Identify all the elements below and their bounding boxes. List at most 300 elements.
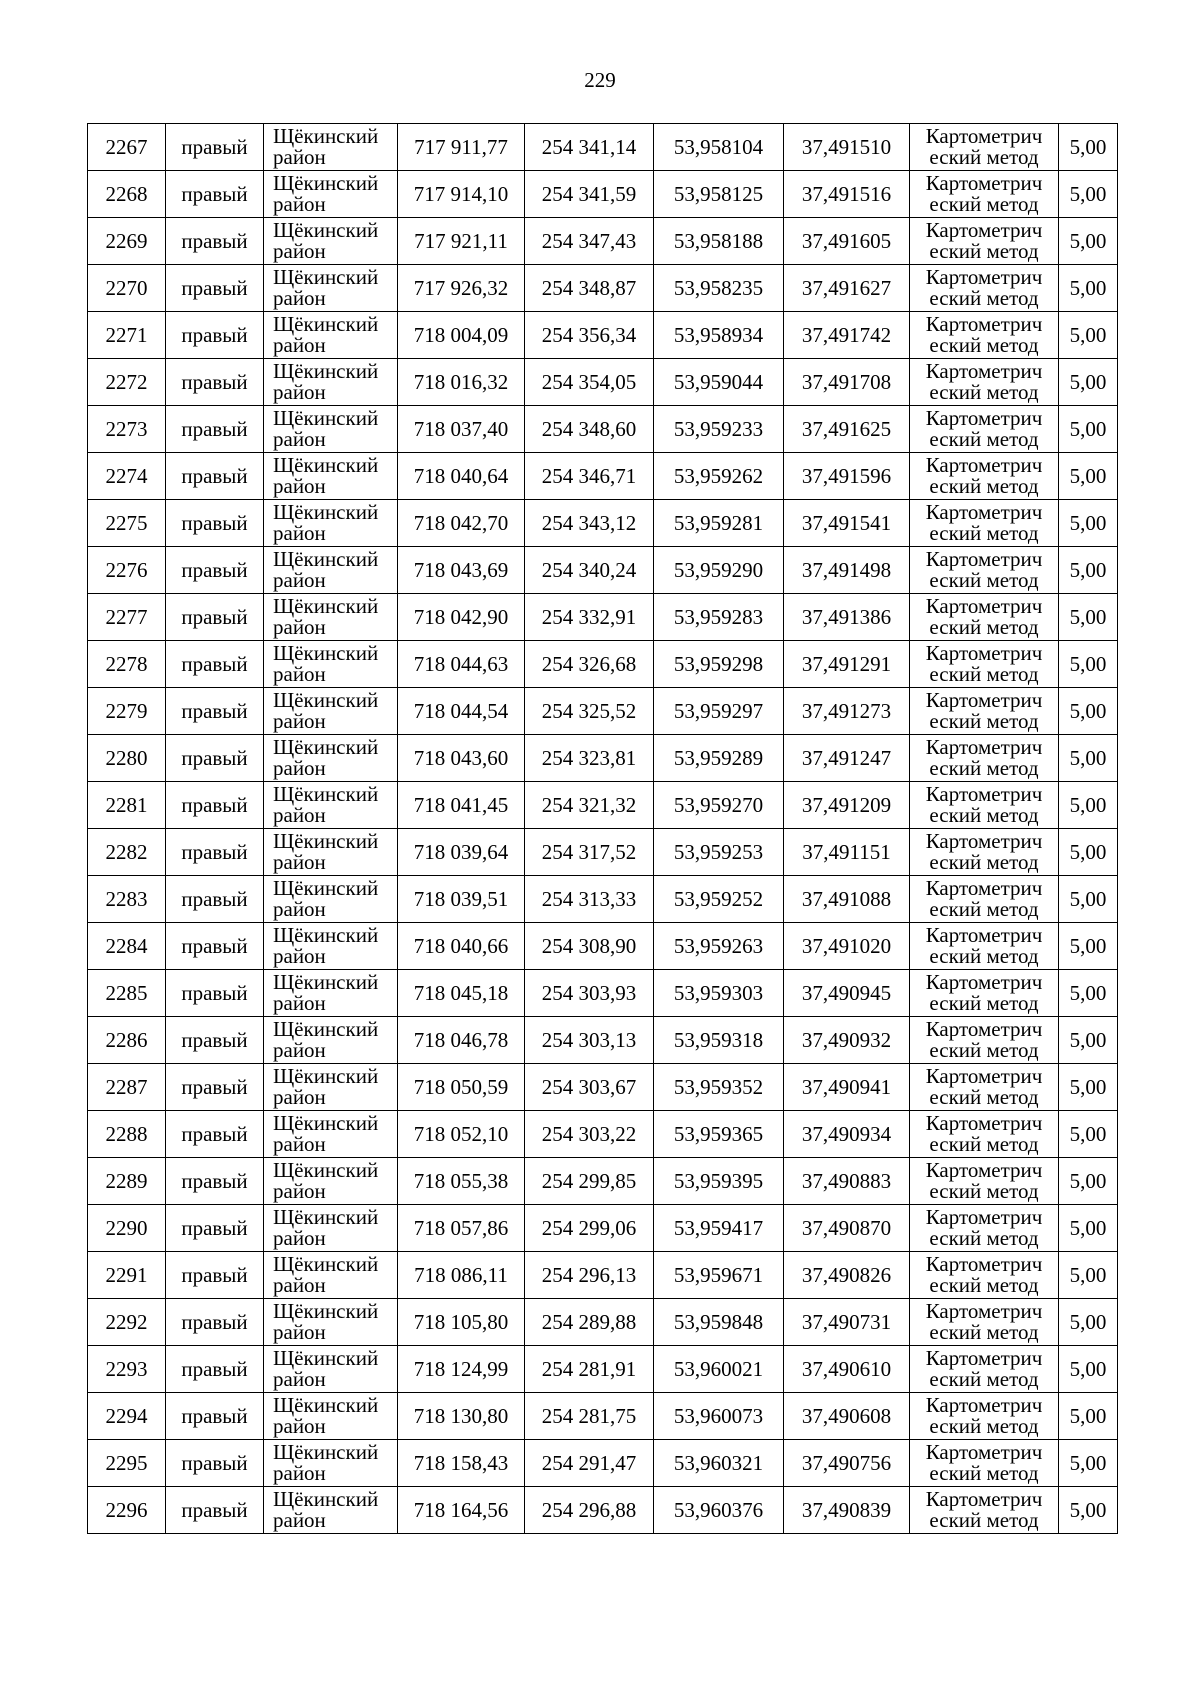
longitude-cell: 37,491541 [784, 500, 910, 547]
y-coordinate-cell: 254 321,32 [525, 782, 654, 829]
longitude-cell: 37,491625 [784, 406, 910, 453]
latitude-cell: 53,959395 [654, 1158, 784, 1205]
accuracy-cell: 5,00 [1059, 735, 1118, 782]
bank-cell: правый [166, 688, 264, 735]
district-cell: Щёкинский район [264, 735, 398, 782]
y-coordinate-cell: 254 348,60 [525, 406, 654, 453]
longitude-cell: 37,490610 [784, 1346, 910, 1393]
x-coordinate-cell: 718 045,18 [398, 970, 525, 1017]
district-cell: Щёкинский район [264, 500, 398, 547]
x-coordinate-cell: 718 052,10 [398, 1111, 525, 1158]
y-coordinate-cell: 254 343,12 [525, 500, 654, 547]
latitude-cell: 53,959253 [654, 829, 784, 876]
method-cell: Картометрич еский метод [910, 1064, 1059, 1111]
district-cell: Щёкинский район [264, 594, 398, 641]
accuracy-cell: 5,00 [1059, 1440, 1118, 1487]
bank-cell: правый [166, 735, 264, 782]
accuracy-cell: 5,00 [1059, 1252, 1118, 1299]
district-cell: Щёкинский район [264, 923, 398, 970]
table-row [88, 1346, 1118, 1393]
bank-cell: правый [166, 547, 264, 594]
x-coordinate-cell: 718 046,78 [398, 1017, 525, 1064]
y-coordinate-cell: 254 281,91 [525, 1346, 654, 1393]
accuracy-cell: 5,00 [1059, 782, 1118, 829]
longitude-cell: 37,491596 [784, 453, 910, 500]
latitude-cell: 53,959270 [654, 782, 784, 829]
point-number-cell: 2279 [88, 688, 166, 735]
longitude-cell: 37,490941 [784, 1064, 910, 1111]
table-row [88, 923, 1118, 970]
bank-cell: правый [166, 594, 264, 641]
method-cell: Картометрич еский метод [910, 453, 1059, 500]
point-number-cell: 2296 [88, 1487, 166, 1534]
y-coordinate-cell: 254 291,47 [525, 1440, 654, 1487]
bank-cell: правый [166, 453, 264, 500]
bank-cell: правый [166, 1205, 264, 1252]
bank-cell: правый [166, 1111, 264, 1158]
point-number-cell: 2291 [88, 1252, 166, 1299]
accuracy-cell: 5,00 [1059, 1299, 1118, 1346]
accuracy-cell: 5,00 [1059, 876, 1118, 923]
district-cell: Щёкинский район [264, 265, 398, 312]
table-row [88, 1252, 1118, 1299]
table-row [88, 829, 1118, 876]
method-cell: Картометрич еский метод [910, 406, 1059, 453]
x-coordinate-cell: 718 044,54 [398, 688, 525, 735]
method-cell: Картометрич еский метод [910, 1487, 1059, 1534]
longitude-cell: 37,490756 [784, 1440, 910, 1487]
y-coordinate-cell: 254 313,33 [525, 876, 654, 923]
district-cell: Щёкинский район [264, 1205, 398, 1252]
method-cell: Картометрич еский метод [910, 1205, 1059, 1252]
point-number-cell: 2286 [88, 1017, 166, 1064]
table-row [88, 500, 1118, 547]
accuracy-cell: 5,00 [1059, 359, 1118, 406]
longitude-cell: 37,491516 [784, 171, 910, 218]
longitude-cell: 37,490932 [784, 1017, 910, 1064]
district-cell: Щёкинский район [264, 1393, 398, 1440]
latitude-cell: 53,958188 [654, 218, 784, 265]
point-number-cell: 2283 [88, 876, 166, 923]
longitude-cell: 37,491291 [784, 641, 910, 688]
point-number-cell: 2288 [88, 1111, 166, 1158]
accuracy-cell: 5,00 [1059, 453, 1118, 500]
method-cell: Картометрич еский метод [910, 312, 1059, 359]
point-number-cell: 2281 [88, 782, 166, 829]
x-coordinate-cell: 718 050,59 [398, 1064, 525, 1111]
accuracy-cell: 5,00 [1059, 265, 1118, 312]
table-row [88, 359, 1118, 406]
bank-cell: правый [166, 265, 264, 312]
accuracy-cell: 5,00 [1059, 829, 1118, 876]
latitude-cell: 53,959044 [654, 359, 784, 406]
point-number-cell: 2275 [88, 500, 166, 547]
table-row [88, 171, 1118, 218]
latitude-cell: 53,959417 [654, 1205, 784, 1252]
coordinates-table [87, 123, 1118, 1534]
point-number-cell: 2272 [88, 359, 166, 406]
latitude-cell: 53,959283 [654, 594, 784, 641]
table-row [88, 1017, 1118, 1064]
bank-cell: правый [166, 641, 264, 688]
latitude-cell: 53,959262 [654, 453, 784, 500]
latitude-cell: 53,960376 [654, 1487, 784, 1534]
x-coordinate-cell: 718 039,64 [398, 829, 525, 876]
longitude-cell: 37,490945 [784, 970, 910, 1017]
accuracy-cell: 5,00 [1059, 688, 1118, 735]
x-coordinate-cell: 718 004,09 [398, 312, 525, 359]
district-cell: Щёкинский район [264, 688, 398, 735]
table-row [88, 594, 1118, 641]
method-cell: Картометрич еский метод [910, 124, 1059, 171]
longitude-cell: 37,491708 [784, 359, 910, 406]
y-coordinate-cell: 254 296,13 [525, 1252, 654, 1299]
bank-cell: правый [166, 970, 264, 1017]
x-coordinate-cell: 718 042,90 [398, 594, 525, 641]
bank-cell: правый [166, 1064, 264, 1111]
y-coordinate-cell: 254 299,06 [525, 1205, 654, 1252]
latitude-cell: 53,959289 [654, 735, 784, 782]
table-row [88, 1205, 1118, 1252]
longitude-cell: 37,491209 [784, 782, 910, 829]
district-cell: Щёкинский район [264, 124, 398, 171]
accuracy-cell: 5,00 [1059, 923, 1118, 970]
method-cell: Картометрич еский метод [910, 547, 1059, 594]
latitude-cell: 53,959290 [654, 547, 784, 594]
district-cell: Щёкинский район [264, 876, 398, 923]
table-row [88, 218, 1118, 265]
point-number-cell: 2290 [88, 1205, 166, 1252]
bank-cell: правый [166, 1487, 264, 1534]
point-number-cell: 2294 [88, 1393, 166, 1440]
point-number-cell: 2284 [88, 923, 166, 970]
method-cell: Картометрич еский метод [910, 594, 1059, 641]
y-coordinate-cell: 254 341,14 [525, 124, 654, 171]
longitude-cell: 37,491627 [784, 265, 910, 312]
latitude-cell: 53,958235 [654, 265, 784, 312]
bank-cell: правый [166, 1440, 264, 1487]
y-coordinate-cell: 254 346,71 [525, 453, 654, 500]
bank-cell: правый [166, 782, 264, 829]
table-row [88, 547, 1118, 594]
longitude-cell: 37,491273 [784, 688, 910, 735]
bank-cell: правый [166, 218, 264, 265]
district-cell: Щёкинский район [264, 1440, 398, 1487]
latitude-cell: 53,958104 [654, 124, 784, 171]
point-number-cell: 2270 [88, 265, 166, 312]
table-row [88, 782, 1118, 829]
accuracy-cell: 5,00 [1059, 1487, 1118, 1534]
y-coordinate-cell: 254 303,22 [525, 1111, 654, 1158]
x-coordinate-cell: 718 043,60 [398, 735, 525, 782]
y-coordinate-cell: 254 303,93 [525, 970, 654, 1017]
bank-cell: правый [166, 923, 264, 970]
district-cell: Щёкинский район [264, 359, 398, 406]
accuracy-cell: 5,00 [1059, 547, 1118, 594]
y-coordinate-cell: 254 354,05 [525, 359, 654, 406]
latitude-cell: 53,960321 [654, 1440, 784, 1487]
x-coordinate-cell: 718 016,32 [398, 359, 525, 406]
accuracy-cell: 5,00 [1059, 1017, 1118, 1064]
y-coordinate-cell: 254 299,85 [525, 1158, 654, 1205]
y-coordinate-cell: 254 323,81 [525, 735, 654, 782]
x-coordinate-cell: 718 164,56 [398, 1487, 525, 1534]
accuracy-cell: 5,00 [1059, 500, 1118, 547]
accuracy-cell: 5,00 [1059, 1158, 1118, 1205]
table-body [88, 124, 1118, 1534]
method-cell: Картометрич еский метод [910, 171, 1059, 218]
y-coordinate-cell: 254 332,91 [525, 594, 654, 641]
latitude-cell: 53,959352 [654, 1064, 784, 1111]
y-coordinate-cell: 254 296,88 [525, 1487, 654, 1534]
district-cell: Щёкинский район [264, 1017, 398, 1064]
y-coordinate-cell: 254 348,87 [525, 265, 654, 312]
latitude-cell: 53,959297 [654, 688, 784, 735]
y-coordinate-cell: 254 289,88 [525, 1299, 654, 1346]
method-cell: Картометрич еский метод [910, 1393, 1059, 1440]
point-number-cell: 2293 [88, 1346, 166, 1393]
bank-cell: правый [166, 829, 264, 876]
table-row [88, 312, 1118, 359]
method-cell: Картометрич еский метод [910, 641, 1059, 688]
table-row [88, 1299, 1118, 1346]
point-number-cell: 2277 [88, 594, 166, 641]
longitude-cell: 37,490826 [784, 1252, 910, 1299]
latitude-cell: 53,959252 [654, 876, 784, 923]
latitude-cell: 53,959671 [654, 1252, 784, 1299]
longitude-cell: 37,491742 [784, 312, 910, 359]
point-number-cell: 2273 [88, 406, 166, 453]
accuracy-cell: 5,00 [1059, 594, 1118, 641]
point-number-cell: 2289 [88, 1158, 166, 1205]
point-number-cell: 2287 [88, 1064, 166, 1111]
district-cell: Щёкинский район [264, 782, 398, 829]
latitude-cell: 53,959233 [654, 406, 784, 453]
method-cell: Картометрич еский метод [910, 829, 1059, 876]
x-coordinate-cell: 717 911,77 [398, 124, 525, 171]
bank-cell: правый [166, 1252, 264, 1299]
district-cell: Щёкинский район [264, 218, 398, 265]
district-cell: Щёкинский район [264, 171, 398, 218]
table-row [88, 641, 1118, 688]
x-coordinate-cell: 718 040,64 [398, 453, 525, 500]
x-coordinate-cell: 718 043,69 [398, 547, 525, 594]
point-number-cell: 2268 [88, 171, 166, 218]
longitude-cell: 37,491386 [784, 594, 910, 641]
method-cell: Картометрич еский метод [910, 782, 1059, 829]
accuracy-cell: 5,00 [1059, 1205, 1118, 1252]
table-row [88, 1440, 1118, 1487]
method-cell: Картометрич еский метод [910, 1252, 1059, 1299]
district-cell: Щёкинский район [264, 1111, 398, 1158]
latitude-cell: 53,959281 [654, 500, 784, 547]
table-row [88, 453, 1118, 500]
accuracy-cell: 5,00 [1059, 171, 1118, 218]
latitude-cell: 53,959365 [654, 1111, 784, 1158]
bank-cell: правый [166, 312, 264, 359]
district-cell: Щёкинский район [264, 1252, 398, 1299]
method-cell: Картометрич еский метод [910, 500, 1059, 547]
point-number-cell: 2285 [88, 970, 166, 1017]
bank-cell: правый [166, 124, 264, 171]
bank-cell: правый [166, 876, 264, 923]
longitude-cell: 37,491498 [784, 547, 910, 594]
bank-cell: правый [166, 1158, 264, 1205]
bank-cell: правый [166, 406, 264, 453]
y-coordinate-cell: 254 303,13 [525, 1017, 654, 1064]
table-row [88, 1111, 1118, 1158]
bank-cell: правый [166, 359, 264, 406]
district-cell: Щёкинский район [264, 970, 398, 1017]
method-cell: Картометрич еский метод [910, 876, 1059, 923]
bank-cell: правый [166, 171, 264, 218]
table-row [88, 970, 1118, 1017]
x-coordinate-cell: 717 914,10 [398, 171, 525, 218]
accuracy-cell: 5,00 [1059, 406, 1118, 453]
point-number-cell: 2282 [88, 829, 166, 876]
district-cell: Щёкинский район [264, 1487, 398, 1534]
longitude-cell: 37,491247 [784, 735, 910, 782]
accuracy-cell: 5,00 [1059, 218, 1118, 265]
y-coordinate-cell: 254 341,59 [525, 171, 654, 218]
method-cell: Картометрич еский метод [910, 1440, 1059, 1487]
longitude-cell: 37,491605 [784, 218, 910, 265]
longitude-cell: 37,491088 [784, 876, 910, 923]
latitude-cell: 53,959298 [654, 641, 784, 688]
longitude-cell: 37,490731 [784, 1299, 910, 1346]
table-row [88, 1487, 1118, 1534]
y-coordinate-cell: 254 308,90 [525, 923, 654, 970]
point-number-cell: 2292 [88, 1299, 166, 1346]
x-coordinate-cell: 718 124,99 [398, 1346, 525, 1393]
x-coordinate-cell: 718 041,45 [398, 782, 525, 829]
table-row [88, 1393, 1118, 1440]
table-row [88, 1158, 1118, 1205]
district-cell: Щёкинский район [264, 1158, 398, 1205]
district-cell: Щёкинский район [264, 547, 398, 594]
district-cell: Щёкинский район [264, 312, 398, 359]
latitude-cell: 53,959848 [654, 1299, 784, 1346]
method-cell: Картометрич еский метод [910, 265, 1059, 312]
x-coordinate-cell: 717 921,11 [398, 218, 525, 265]
bank-cell: правый [166, 1393, 264, 1440]
district-cell: Щёкинский район [264, 1299, 398, 1346]
latitude-cell: 53,960073 [654, 1393, 784, 1440]
x-coordinate-cell: 718 105,80 [398, 1299, 525, 1346]
x-coordinate-cell: 718 057,86 [398, 1205, 525, 1252]
x-coordinate-cell: 718 130,80 [398, 1393, 525, 1440]
y-coordinate-cell: 254 356,34 [525, 312, 654, 359]
x-coordinate-cell: 718 044,63 [398, 641, 525, 688]
method-cell: Картометрич еский метод [910, 735, 1059, 782]
latitude-cell: 53,958125 [654, 171, 784, 218]
table-row [88, 265, 1118, 312]
longitude-cell: 37,491151 [784, 829, 910, 876]
point-number-cell: 2269 [88, 218, 166, 265]
accuracy-cell: 5,00 [1059, 1393, 1118, 1440]
method-cell: Картометрич еский метод [910, 218, 1059, 265]
method-cell: Картометрич еский метод [910, 1111, 1059, 1158]
accuracy-cell: 5,00 [1059, 1111, 1118, 1158]
x-coordinate-cell: 718 039,51 [398, 876, 525, 923]
method-cell: Картометрич еский метод [910, 1158, 1059, 1205]
method-cell: Картометрич еский метод [910, 1299, 1059, 1346]
y-coordinate-cell: 254 340,24 [525, 547, 654, 594]
table-row [88, 735, 1118, 782]
latitude-cell: 53,958934 [654, 312, 784, 359]
method-cell: Картометрич еский метод [910, 923, 1059, 970]
longitude-cell: 37,490608 [784, 1393, 910, 1440]
district-cell: Щёкинский район [264, 1064, 398, 1111]
accuracy-cell: 5,00 [1059, 641, 1118, 688]
point-number-cell: 2274 [88, 453, 166, 500]
latitude-cell: 53,959263 [654, 923, 784, 970]
district-cell: Щёкинский район [264, 453, 398, 500]
table-row [88, 124, 1118, 171]
method-cell: Картометрич еский метод [910, 1017, 1059, 1064]
y-coordinate-cell: 254 326,68 [525, 641, 654, 688]
point-number-cell: 2276 [88, 547, 166, 594]
longitude-cell: 37,490870 [784, 1205, 910, 1252]
table-row [88, 1064, 1118, 1111]
bank-cell: правый [166, 1017, 264, 1064]
x-coordinate-cell: 717 926,32 [398, 265, 525, 312]
accuracy-cell: 5,00 [1059, 1346, 1118, 1393]
accuracy-cell: 5,00 [1059, 312, 1118, 359]
method-cell: Картометрич еский метод [910, 970, 1059, 1017]
point-number-cell: 2295 [88, 1440, 166, 1487]
x-coordinate-cell: 718 086,11 [398, 1252, 525, 1299]
longitude-cell: 37,490934 [784, 1111, 910, 1158]
point-number-cell: 2278 [88, 641, 166, 688]
table-row [88, 406, 1118, 453]
bank-cell: правый [166, 500, 264, 547]
method-cell: Картометрич еский метод [910, 1346, 1059, 1393]
table-row [88, 876, 1118, 923]
y-coordinate-cell: 254 325,52 [525, 688, 654, 735]
y-coordinate-cell: 254 303,67 [525, 1064, 654, 1111]
x-coordinate-cell: 718 055,38 [398, 1158, 525, 1205]
longitude-cell: 37,491020 [784, 923, 910, 970]
y-coordinate-cell: 254 281,75 [525, 1393, 654, 1440]
longitude-cell: 37,491510 [784, 124, 910, 171]
bank-cell: правый [166, 1299, 264, 1346]
accuracy-cell: 5,00 [1059, 1064, 1118, 1111]
x-coordinate-cell: 718 042,70 [398, 500, 525, 547]
latitude-cell: 53,959303 [654, 970, 784, 1017]
y-coordinate-cell: 254 317,52 [525, 829, 654, 876]
latitude-cell: 53,959318 [654, 1017, 784, 1064]
accuracy-cell: 5,00 [1059, 970, 1118, 1017]
table-row [88, 688, 1118, 735]
district-cell: Щёкинский район [264, 641, 398, 688]
point-number-cell: 2267 [88, 124, 166, 171]
x-coordinate-cell: 718 040,66 [398, 923, 525, 970]
x-coordinate-cell: 718 158,43 [398, 1440, 525, 1487]
method-cell: Картометрич еский метод [910, 359, 1059, 406]
longitude-cell: 37,490883 [784, 1158, 910, 1205]
page-number: 229 [584, 68, 616, 92]
point-number-cell: 2271 [88, 312, 166, 359]
district-cell: Щёкинский район [264, 1346, 398, 1393]
bank-cell: правый [166, 1346, 264, 1393]
longitude-cell: 37,490839 [784, 1487, 910, 1534]
point-number-cell: 2280 [88, 735, 166, 782]
method-cell: Картометрич еский метод [910, 688, 1059, 735]
district-cell: Щёкинский район [264, 406, 398, 453]
latitude-cell: 53,960021 [654, 1346, 784, 1393]
y-coordinate-cell: 254 347,43 [525, 218, 654, 265]
